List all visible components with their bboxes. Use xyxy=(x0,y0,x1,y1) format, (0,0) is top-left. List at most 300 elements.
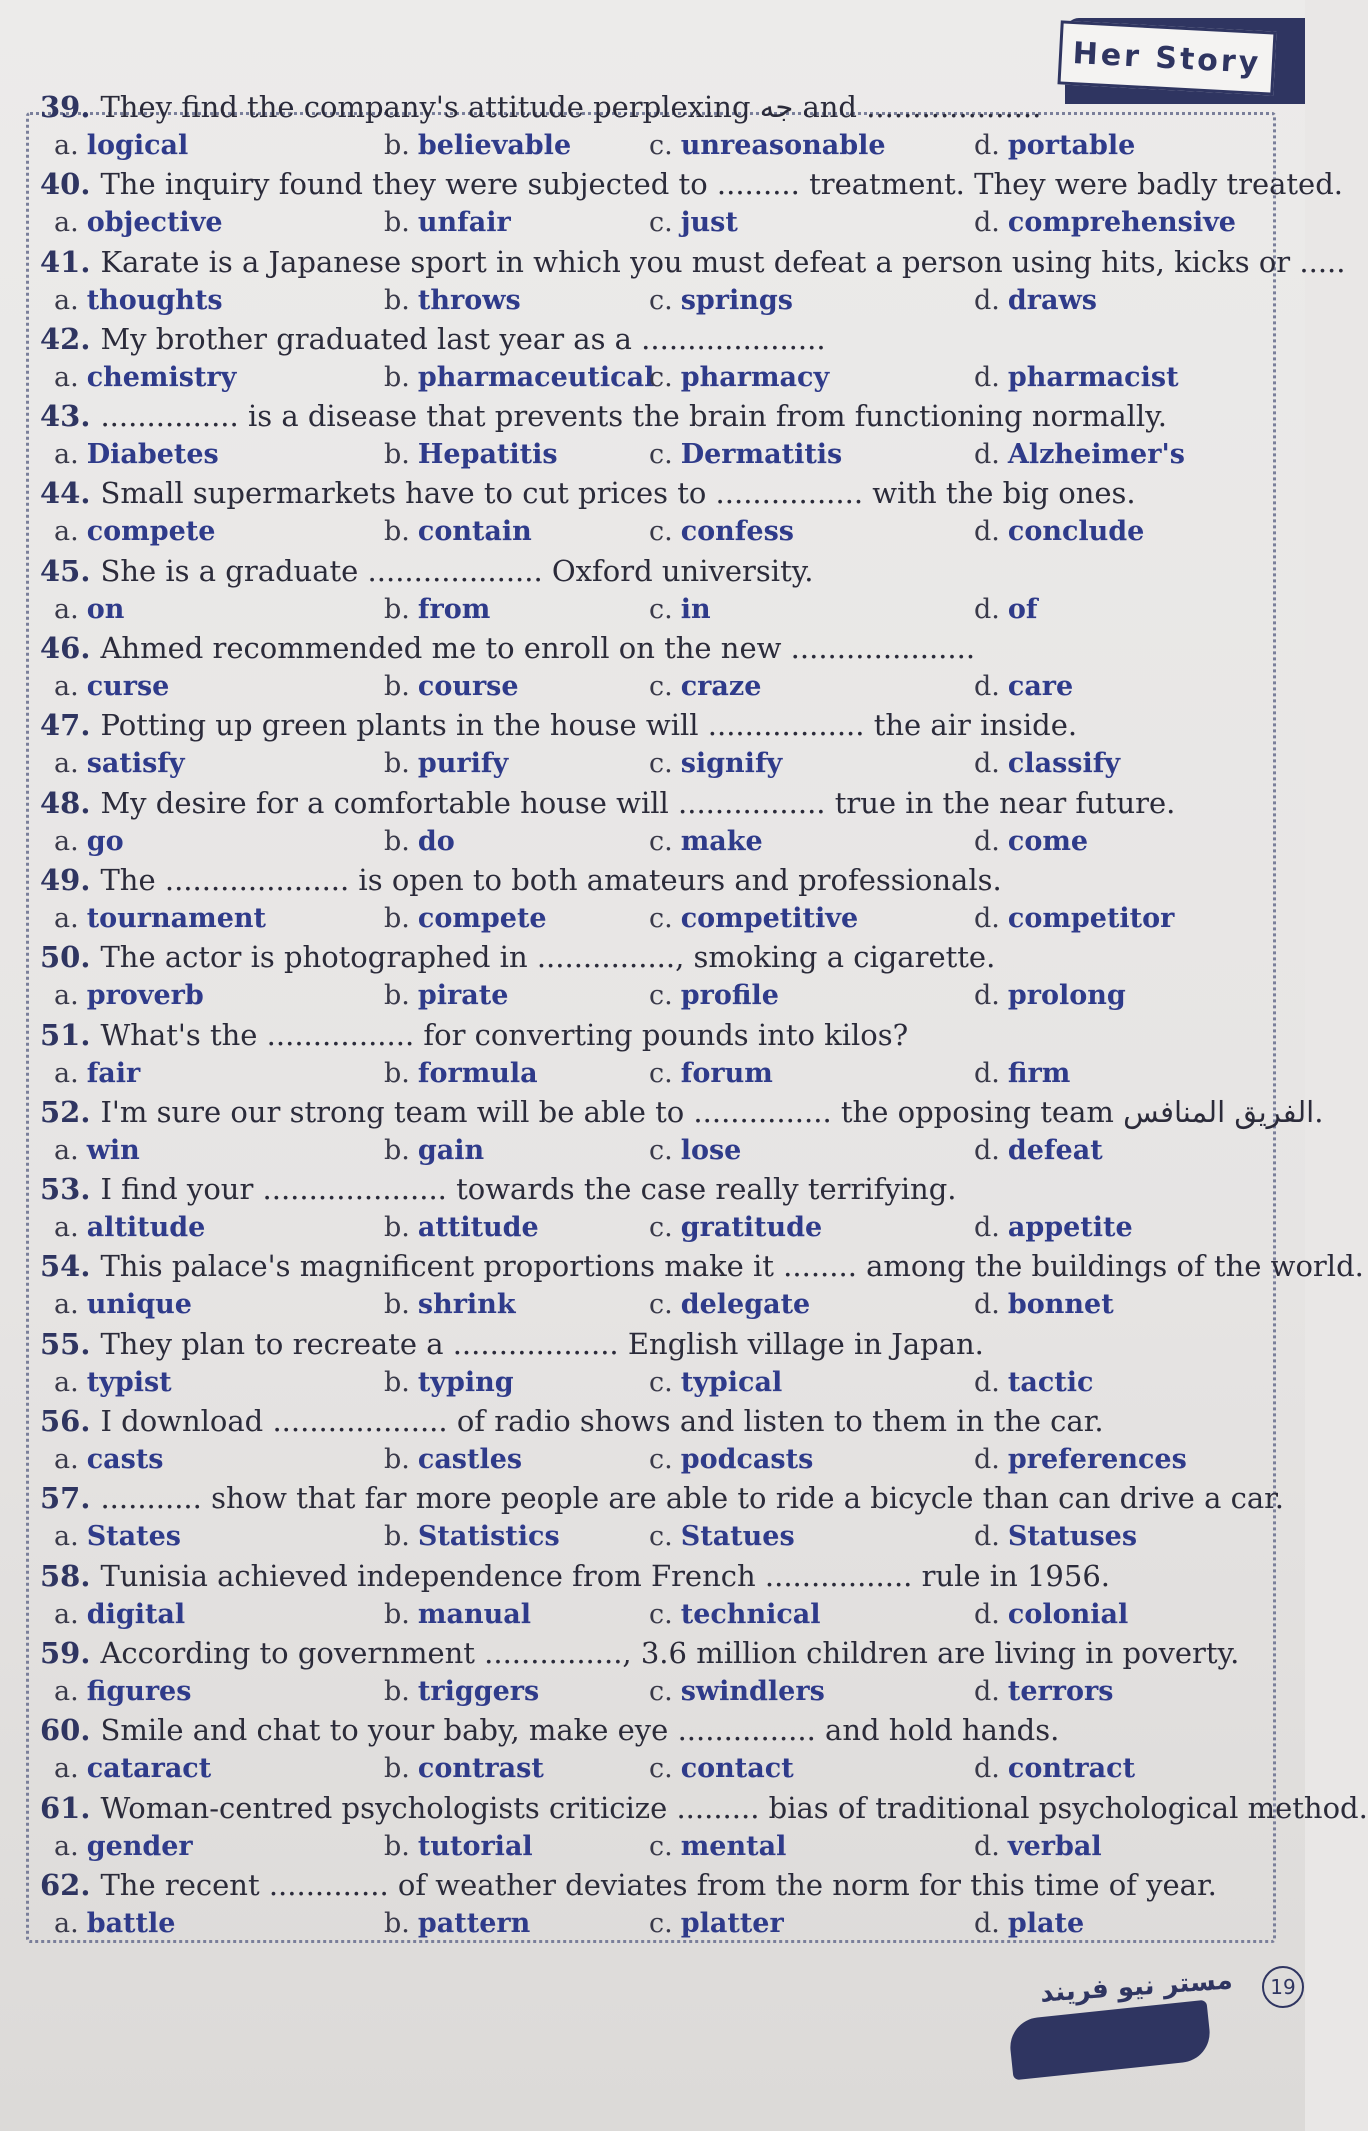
option-text: mental xyxy=(680,1830,787,1862)
question-number: 49. xyxy=(40,862,91,897)
option-text: gratitude xyxy=(680,1212,823,1244)
option-letter: c. xyxy=(649,1057,673,1089)
option-text: digital xyxy=(86,1598,186,1630)
option-text: gain xyxy=(417,1134,485,1166)
option-letter: b. xyxy=(384,902,410,934)
question-item xyxy=(40,167,1343,244)
options-row xyxy=(54,207,1254,243)
option-d[interactable] xyxy=(974,207,1236,238)
question-text: Tunisia achieved independence from French ................ rule in 1956. xyxy=(100,1558,1111,1593)
option-d[interactable] xyxy=(974,285,1097,316)
option-text: curse xyxy=(86,671,170,703)
question-item xyxy=(40,1404,1280,1481)
option-text: defeat xyxy=(1007,1134,1103,1166)
options-row xyxy=(54,1753,1254,1789)
question-item xyxy=(40,1636,1280,1713)
option-a[interactable] xyxy=(54,1521,181,1552)
option-c[interactable] xyxy=(649,1135,741,1166)
option-letter: a. xyxy=(54,439,79,471)
question-number: 44. xyxy=(40,476,91,511)
question-stem xyxy=(40,1559,1110,1593)
question-number: 39. xyxy=(40,90,91,124)
option-letter: d. xyxy=(974,1212,1000,1244)
option-c[interactable] xyxy=(649,1753,794,1784)
option-c[interactable] xyxy=(649,671,761,702)
option-letter: c. xyxy=(649,748,673,780)
option-letter: a. xyxy=(54,825,79,857)
option-letter: c. xyxy=(649,1444,673,1476)
question-text: My desire for a comfortable house will ................ true in the near future. xyxy=(100,785,1176,820)
option-text: contact xyxy=(680,1753,794,1785)
question-text: The recent ............. of weather deviates from the norm for this time of year. xyxy=(100,1867,1217,1902)
option-b[interactable] xyxy=(384,1058,538,1089)
option-b[interactable] xyxy=(384,362,654,393)
question-item xyxy=(40,708,1280,785)
option-b[interactable] xyxy=(384,1289,516,1320)
option-d[interactable] xyxy=(974,1599,1128,1630)
option-text: Diabetes xyxy=(86,439,219,471)
option-d[interactable] xyxy=(974,1367,1093,1398)
option-text: triggers xyxy=(417,1675,540,1707)
option-text: lose xyxy=(680,1134,742,1166)
question-item xyxy=(40,399,1280,476)
question-item xyxy=(40,1327,1280,1404)
option-text: course xyxy=(417,671,519,703)
option-text: States xyxy=(86,1521,182,1553)
option-letter: a. xyxy=(54,980,79,1012)
options-row xyxy=(54,1212,1254,1248)
option-letter: c. xyxy=(649,980,673,1012)
question-number: 51. xyxy=(40,1017,91,1052)
option-text: satisfy xyxy=(86,748,185,780)
option-text: chemistry xyxy=(86,361,237,393)
option-text: win xyxy=(86,1134,140,1166)
option-text: springs xyxy=(680,284,793,316)
option-text: platter xyxy=(680,1907,784,1939)
option-a[interactable] xyxy=(54,1599,185,1630)
option-letter: c. xyxy=(649,1675,673,1707)
option-a[interactable] xyxy=(54,1753,211,1784)
option-letter: d. xyxy=(974,1289,1000,1321)
option-d[interactable] xyxy=(974,1908,1084,1939)
option-a[interactable] xyxy=(54,130,188,161)
option-text: throws xyxy=(417,284,521,316)
option-d[interactable] xyxy=(974,1831,1102,1862)
option-a[interactable] xyxy=(54,1212,205,1243)
header-tab-label: Her Story xyxy=(1057,20,1276,95)
option-a[interactable] xyxy=(54,1289,192,1320)
option-text: profile xyxy=(680,980,779,1012)
option-a[interactable] xyxy=(54,1058,140,1089)
option-letter: a. xyxy=(54,1907,79,1939)
option-a[interactable] xyxy=(54,671,169,702)
option-text: thoughts xyxy=(86,284,223,316)
option-c[interactable] xyxy=(649,748,782,779)
option-text: fair xyxy=(86,1057,141,1089)
option-b[interactable] xyxy=(384,1599,531,1630)
options-row xyxy=(54,1676,1254,1712)
option-b[interactable] xyxy=(384,1831,533,1862)
option-letter: c. xyxy=(649,130,673,161)
option-b[interactable] xyxy=(384,1908,530,1939)
question-number: 62. xyxy=(40,1867,91,1902)
option-text: believable xyxy=(417,130,572,161)
option-text: typing xyxy=(417,1366,514,1398)
option-text: figures xyxy=(86,1675,192,1707)
option-letter: a. xyxy=(54,1212,79,1244)
options-row xyxy=(54,1135,1254,1171)
option-b[interactable] xyxy=(384,1521,560,1552)
option-text: objective xyxy=(86,207,223,239)
option-b[interactable] xyxy=(384,1212,539,1243)
option-a[interactable] xyxy=(54,516,215,547)
option-text: pirate xyxy=(417,980,509,1012)
option-c[interactable] xyxy=(649,1521,795,1552)
option-d[interactable] xyxy=(974,516,1144,547)
question-stem xyxy=(40,940,995,974)
options-row xyxy=(54,594,1254,630)
question-number: 52. xyxy=(40,1094,91,1129)
options-row xyxy=(54,826,1254,862)
option-text: conclude xyxy=(1007,516,1145,548)
option-text: pharmacy xyxy=(680,361,830,393)
question-number: 56. xyxy=(40,1404,91,1439)
option-d[interactable] xyxy=(974,439,1185,470)
question-text: The .................... is open to both amateurs and professionals. xyxy=(100,862,1002,897)
question-stem xyxy=(40,1404,1104,1438)
option-text: contain xyxy=(417,516,532,548)
option-letter: a. xyxy=(54,1598,79,1630)
option-letter: b. xyxy=(384,1212,410,1244)
option-text: colonial xyxy=(1007,1598,1129,1630)
option-letter: d. xyxy=(974,1521,1000,1553)
option-a[interactable] xyxy=(54,439,219,470)
option-text: appetite xyxy=(1007,1212,1133,1244)
option-c[interactable] xyxy=(649,439,842,470)
option-b[interactable] xyxy=(384,1367,514,1398)
option-letter: d. xyxy=(974,1598,1000,1630)
question-stem xyxy=(40,399,1167,433)
option-letter: d. xyxy=(974,1830,1000,1862)
question-number: 53. xyxy=(40,1172,91,1207)
option-b[interactable] xyxy=(384,130,571,161)
option-text: draws xyxy=(1007,284,1097,316)
option-letter: b. xyxy=(384,1830,410,1862)
question-item xyxy=(40,90,1280,167)
option-d[interactable] xyxy=(974,594,1038,625)
option-b[interactable] xyxy=(384,207,511,238)
option-letter: a. xyxy=(54,207,79,239)
question-text: My brother graduated last year as a .................... xyxy=(100,321,826,356)
option-text: Statistics xyxy=(417,1521,560,1553)
option-c[interactable] xyxy=(649,1058,773,1089)
option-a[interactable] xyxy=(54,748,185,779)
option-text: of xyxy=(1007,593,1038,625)
option-b[interactable] xyxy=(384,1135,484,1166)
option-letter: a. xyxy=(54,1521,79,1553)
option-letter: b. xyxy=(384,516,410,548)
option-letter: a. xyxy=(54,671,79,703)
options-row xyxy=(54,903,1254,939)
option-d[interactable] xyxy=(974,1521,1137,1552)
option-b[interactable] xyxy=(384,980,508,1011)
question-stem xyxy=(40,1868,1217,1902)
question-text: I find your .................... towards the case really terrifying. xyxy=(100,1172,957,1207)
option-c[interactable] xyxy=(649,1367,782,1398)
option-d[interactable] xyxy=(974,1676,1113,1707)
option-text: make xyxy=(680,825,763,857)
option-c[interactable] xyxy=(649,516,794,547)
option-letter: d. xyxy=(974,1444,1000,1476)
option-a[interactable] xyxy=(54,1831,193,1862)
option-c[interactable] xyxy=(649,1289,810,1320)
option-d[interactable] xyxy=(974,1753,1135,1784)
question-text: The actor is photographed in ..............., smoking a cigarette. xyxy=(100,940,996,975)
question-stem xyxy=(40,1327,984,1361)
question-number: 57. xyxy=(40,1481,91,1516)
option-text: Alzheimer's xyxy=(1007,439,1185,471)
question-item xyxy=(40,1018,1280,1095)
option-a[interactable] xyxy=(54,362,236,393)
option-letter: d. xyxy=(974,902,1000,934)
question-item xyxy=(40,631,1280,708)
option-letter: a. xyxy=(54,1057,79,1089)
options-row xyxy=(54,362,1254,398)
option-b[interactable] xyxy=(384,748,508,779)
option-letter: c. xyxy=(649,361,673,393)
option-c[interactable] xyxy=(649,130,886,161)
option-d[interactable] xyxy=(974,1289,1114,1320)
question-number: 42. xyxy=(40,321,91,356)
question-stem xyxy=(40,476,1136,510)
option-text: logical xyxy=(86,130,189,161)
option-letter: b. xyxy=(384,1753,410,1785)
option-b[interactable] xyxy=(384,594,490,625)
option-letter: a. xyxy=(54,1366,79,1398)
option-b[interactable] xyxy=(384,1444,522,1475)
option-letter: a. xyxy=(54,1444,79,1476)
option-text: tactic xyxy=(1007,1366,1094,1398)
option-text: compete xyxy=(417,902,547,934)
options-row xyxy=(54,1831,1254,1867)
options-row xyxy=(54,1521,1254,1557)
option-text: firm xyxy=(1007,1057,1071,1089)
option-letter: d. xyxy=(974,825,1000,857)
option-b[interactable] xyxy=(384,1753,544,1784)
option-letter: d. xyxy=(974,284,1000,316)
question-number: 50. xyxy=(40,940,91,975)
option-d[interactable] xyxy=(974,671,1073,702)
option-b[interactable] xyxy=(384,671,519,702)
question-item xyxy=(40,1790,1368,1868)
option-a[interactable] xyxy=(54,1908,175,1939)
question-text: Smile and chat to your baby, make eye ............... and hold hands. xyxy=(100,1713,1060,1748)
option-letter: d. xyxy=(974,1753,1000,1785)
question-stem xyxy=(40,1636,1239,1670)
option-text: castles xyxy=(417,1444,523,1476)
question-text: ............... is a disease that prevents the brain from functioning normally. xyxy=(100,399,1167,434)
option-a[interactable] xyxy=(54,1135,140,1166)
option-text: terrors xyxy=(1007,1675,1114,1707)
question-item xyxy=(40,476,1280,553)
question-stem xyxy=(40,1172,957,1206)
question-item xyxy=(40,1481,1285,1558)
option-d[interactable] xyxy=(974,980,1126,1011)
option-text: preferences xyxy=(1007,1444,1187,1476)
question-number: 58. xyxy=(40,1558,91,1593)
question-stem xyxy=(40,1018,908,1052)
question-stem xyxy=(40,167,1343,201)
option-text: verbal xyxy=(1007,1830,1102,1862)
options-row xyxy=(54,1367,1254,1403)
question-stem xyxy=(40,1713,1059,1747)
option-a[interactable] xyxy=(54,594,124,625)
question-number: 55. xyxy=(40,1326,91,1361)
option-text: manual xyxy=(417,1598,531,1630)
question-text: I'm sure our strong team will be able to ............... the opposing team الفريق المنافس. xyxy=(100,1094,1324,1129)
option-a[interactable] xyxy=(54,903,266,934)
option-d[interactable] xyxy=(974,1212,1133,1243)
option-c[interactable] xyxy=(649,207,738,238)
option-text: come xyxy=(1007,825,1089,857)
option-letter: b. xyxy=(384,1598,410,1630)
option-c[interactable] xyxy=(649,362,829,393)
question-stem xyxy=(40,1791,1368,1825)
option-b[interactable] xyxy=(384,285,521,316)
option-b[interactable] xyxy=(384,439,558,470)
question-number: 59. xyxy=(40,1635,91,1670)
option-letter: c. xyxy=(649,593,673,625)
option-d[interactable] xyxy=(974,1135,1103,1166)
question-item xyxy=(40,786,1280,863)
option-b[interactable] xyxy=(384,903,547,934)
question-text: Woman-centred psychologists criticize ......... bias of traditional psychological method. xyxy=(100,1790,1368,1825)
option-b[interactable] xyxy=(384,826,455,857)
question-number: 54. xyxy=(40,1249,91,1284)
option-d[interactable] xyxy=(974,748,1120,779)
option-d[interactable] xyxy=(974,1058,1070,1089)
option-c[interactable] xyxy=(649,1599,821,1630)
option-c[interactable] xyxy=(649,1212,822,1243)
option-c[interactable] xyxy=(649,1676,825,1707)
option-a[interactable] xyxy=(54,1676,191,1707)
options-row xyxy=(54,516,1254,552)
question-text: ........... show that far more people are able to ride a bicycle than can drive a car. xyxy=(100,1481,1285,1516)
option-letter: a. xyxy=(54,516,79,548)
option-text: altitude xyxy=(86,1212,206,1244)
option-letter: b. xyxy=(384,284,410,316)
question-stem xyxy=(40,863,1002,897)
option-b[interactable] xyxy=(384,1676,539,1707)
option-text: in xyxy=(680,593,711,625)
option-d[interactable] xyxy=(974,903,1174,934)
question-item xyxy=(40,554,1280,631)
option-letter: b. xyxy=(384,361,410,393)
question-item xyxy=(40,940,1280,1017)
option-a[interactable] xyxy=(54,207,223,238)
option-letter: c. xyxy=(649,439,673,471)
option-text: classify xyxy=(1007,748,1121,780)
option-letter: b. xyxy=(384,825,410,857)
option-letter: c. xyxy=(649,1366,673,1398)
options-row xyxy=(54,130,1254,166)
option-text: cataract xyxy=(86,1753,212,1785)
option-b[interactable] xyxy=(384,516,532,547)
question-text: Ahmed recommended me to enroll on the new .................... xyxy=(100,631,976,666)
option-a[interactable] xyxy=(54,980,204,1011)
option-letter: a. xyxy=(54,593,79,625)
options-row xyxy=(54,671,1254,707)
option-letter: d. xyxy=(974,1366,1000,1398)
option-letter: b. xyxy=(384,1907,410,1939)
option-d[interactable] xyxy=(974,130,1135,161)
option-a[interactable] xyxy=(54,1367,172,1398)
option-letter: d. xyxy=(974,1057,1000,1089)
option-text: just xyxy=(680,207,738,239)
option-text: tournament xyxy=(86,902,266,934)
option-text: contract xyxy=(1007,1753,1136,1785)
question-number: 41. xyxy=(40,244,91,279)
question-number: 45. xyxy=(40,553,91,588)
option-letter: b. xyxy=(384,1289,410,1321)
option-letter: d. xyxy=(974,516,1000,548)
option-letter: c. xyxy=(649,1134,673,1166)
option-letter: c. xyxy=(649,1598,673,1630)
option-a[interactable] xyxy=(54,826,124,857)
option-text: delegate xyxy=(680,1289,811,1321)
option-c[interactable] xyxy=(649,1444,813,1475)
option-letter: a. xyxy=(54,1830,79,1862)
option-c[interactable] xyxy=(649,1831,786,1862)
option-text: tutorial xyxy=(417,1830,533,1862)
option-text: shrink xyxy=(417,1289,516,1321)
option-letter: b. xyxy=(384,439,410,471)
option-c[interactable] xyxy=(649,826,763,857)
option-d[interactable] xyxy=(974,826,1088,857)
question-text: This palace's magnificent proportions make it ........ among the buildings of the world. xyxy=(100,1249,1364,1284)
question-item xyxy=(40,322,1280,399)
option-text: go xyxy=(86,825,124,857)
option-text: plate xyxy=(1007,1907,1085,1939)
option-text: competitive xyxy=(680,902,859,934)
option-a[interactable] xyxy=(54,1444,164,1475)
option-a[interactable] xyxy=(54,285,223,316)
footer-logo-pill xyxy=(1007,2000,1212,2081)
option-letter: a. xyxy=(54,1289,79,1321)
option-c[interactable] xyxy=(649,980,779,1011)
option-text: technical xyxy=(680,1598,821,1630)
question-stem xyxy=(40,708,1077,742)
option-letter: a. xyxy=(54,361,79,393)
option-letter: b. xyxy=(384,1521,410,1553)
question-stem xyxy=(40,322,826,356)
option-text: portable xyxy=(1007,130,1136,161)
option-d[interactable] xyxy=(974,362,1179,393)
option-letter: a. xyxy=(54,748,79,780)
option-letter: b. xyxy=(384,207,410,239)
question-stem xyxy=(40,631,975,665)
option-letter: d. xyxy=(974,980,1000,1012)
option-c[interactable] xyxy=(649,285,793,316)
option-letter: b. xyxy=(384,1134,410,1166)
option-text: compete xyxy=(86,516,216,548)
option-c[interactable] xyxy=(649,594,711,625)
option-text: comprehensive xyxy=(1007,207,1236,239)
option-c[interactable] xyxy=(649,903,858,934)
page-number: 19 xyxy=(1262,1966,1304,2008)
option-d[interactable] xyxy=(974,1444,1187,1475)
option-c[interactable] xyxy=(649,1908,784,1939)
